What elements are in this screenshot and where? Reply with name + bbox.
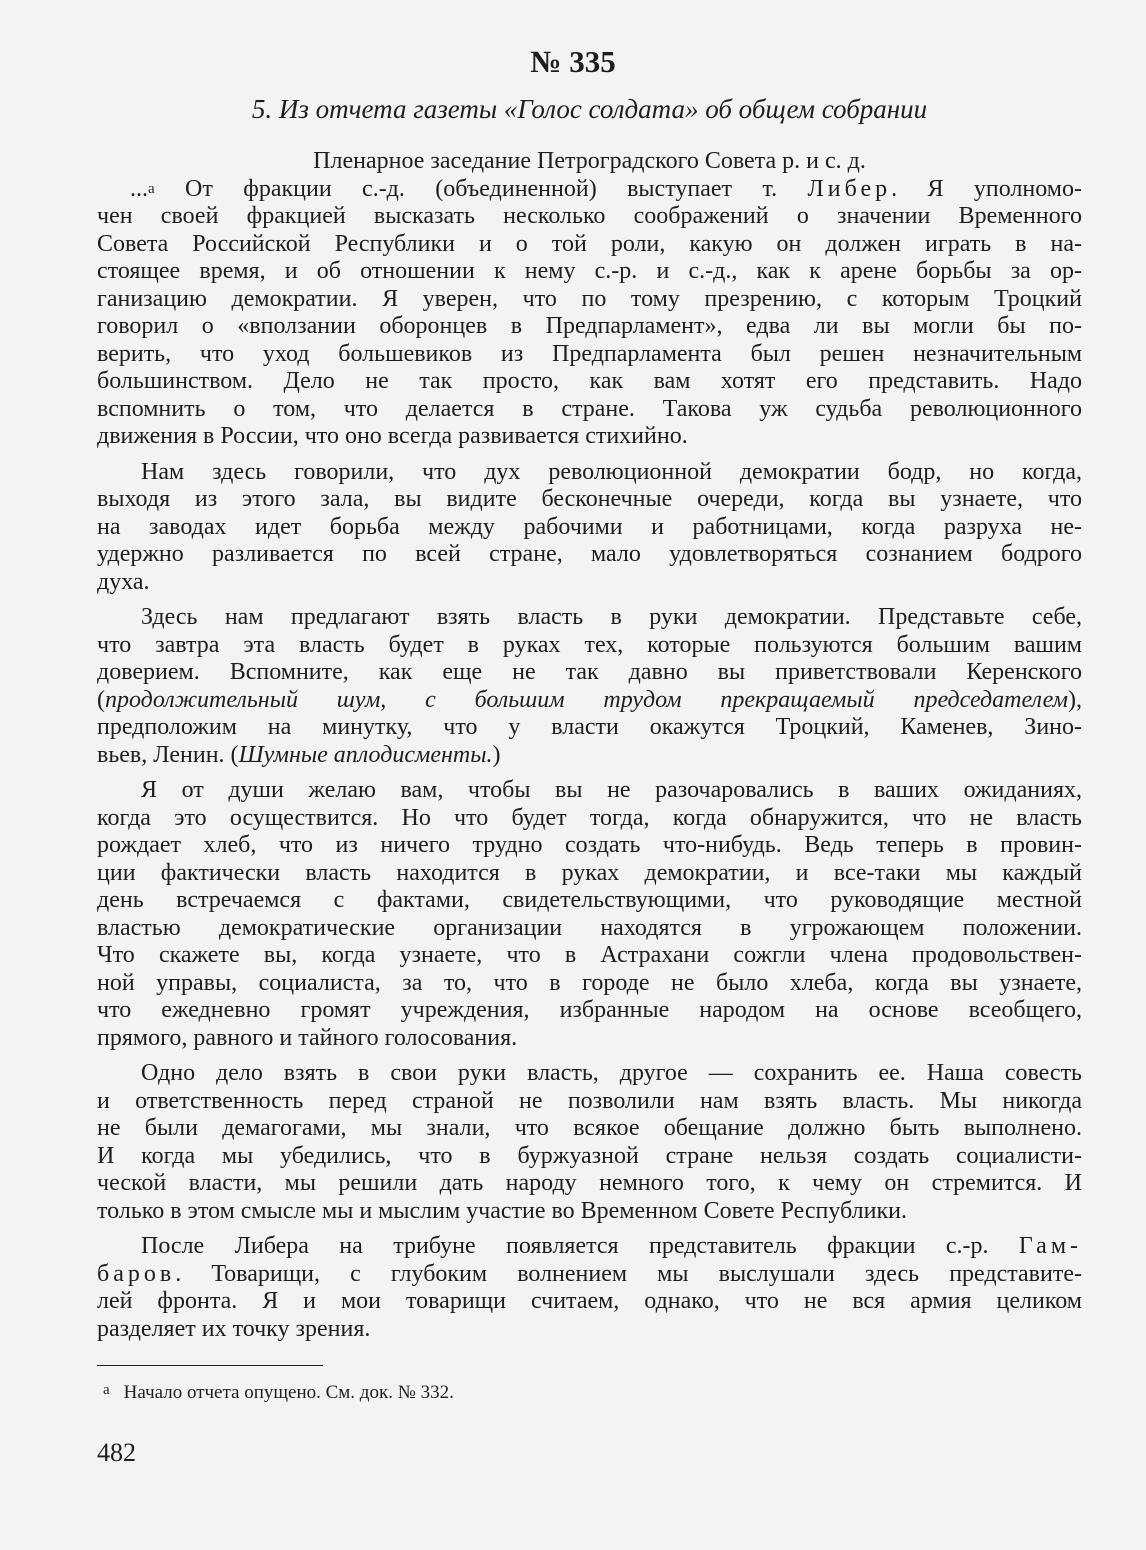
text-segment: . Я уполномо- [891, 175, 1082, 202]
text-line [97, 1143, 1082, 1171]
text-segment: ческой власти, мы решили дать народу немного того, к чему он стремится. И [97, 1170, 1082, 1196]
footnote-divider [97, 1365, 323, 1366]
paragraph [97, 604, 1082, 769]
text-line [97, 942, 1082, 970]
text-segment: и ответственность перед страной не позволили нам взять власть. Мы никогда [97, 1087, 1082, 1114]
paragraph [97, 1060, 1082, 1225]
text-segment: ной управы, социалиста, за то, что в городе не было хлеба, когда вы узнаете, [97, 969, 1082, 996]
text-line [97, 368, 1082, 396]
text-segment: когда это осуществится. Но что будет тогда, когда обнаружится, что не власть [97, 804, 1082, 831]
text-segment: духа. [97, 568, 150, 595]
text-line [97, 742, 1082, 770]
text-line [97, 514, 1082, 542]
text-segment: Я от души желаю вам, чтобы вы не разочаровались в ваших ожиданиях, [141, 777, 1082, 803]
text-segment: не были демагогами, мы знали, что всякое обещание должно быть выполнено. [97, 1115, 1082, 1141]
document-body [97, 148, 1082, 1343]
spaced-name: Гам- [1018, 1233, 1082, 1259]
text-segment: вспомнить о том, что делается в стране. Такова уж судьба революционного [97, 395, 1082, 422]
text-segment: говорил о «вползании оборонцев в Предпарламент», едва ли вы могли бы по- [97, 313, 1082, 339]
text-segment: После Либера на трибуне появляется представитель фракции с.-р. [141, 1233, 1019, 1259]
spaced-name: Либер [807, 175, 892, 202]
text-line [97, 997, 1082, 1025]
text-line [97, 486, 1082, 514]
text-line [97, 970, 1082, 998]
text-segment: рождает хлеб, что из ничего трудно создать что-нибудь. Ведь теперь в провин- [97, 832, 1082, 858]
text-line [97, 258, 1082, 286]
text-segment: вьев, Ленин. ( [97, 741, 239, 768]
text-segment: прямого, равного и тайного голосования. [97, 1024, 518, 1051]
text-line [97, 659, 1082, 687]
text-segment: И когда мы убедились, что в буржуазной стране нельзя создать социалисти- [97, 1142, 1082, 1169]
document-number: № 335 [530, 44, 616, 79]
text-line [97, 1025, 1082, 1053]
text-line [97, 541, 1082, 569]
text-line [97, 1115, 1082, 1143]
text-segment: выходя из этого зала, вы видите бесконечные очереди, когда вы узнаете, что [97, 486, 1082, 512]
text-segment: ... [130, 175, 148, 202]
footnote-mark: а [103, 1382, 110, 1398]
text-line [97, 1261, 1082, 1289]
footnote [97, 1382, 454, 1404]
text-segment: От фракции с.-д. (объединенной) выступает т. [154, 175, 808, 202]
text-line [97, 1170, 1082, 1198]
text-segment: движения в России, что оно всегда развивается стихийно. [97, 423, 688, 449]
footnote-ref: а [148, 180, 155, 197]
text-line [97, 1198, 1082, 1226]
text-line [97, 459, 1082, 487]
text-segment: Здесь нам предлагают взять власть в руки демократии. Представьте себе, [141, 604, 1082, 630]
text-line [97, 1288, 1082, 1316]
text-segment: ( [97, 686, 105, 713]
text-segment: Одно дело взять в свои руки власть, другое — сохранить ее. Наша совесть [141, 1060, 1082, 1086]
text-segment: . Товарищи, с глубоким волнением мы выслушали здесь представите- [175, 1260, 1082, 1287]
text-segment: ганизацию демократии. Я уверен, что по тому презрению, с которым Троцкий [97, 285, 1082, 312]
text-line [97, 313, 1082, 341]
text-segment: ции фактически власть находится в руках демократии, и все-таки мы каждый [97, 859, 1082, 886]
text-line [97, 604, 1082, 632]
text-line [97, 1060, 1082, 1088]
spaced-name: баров [97, 1260, 176, 1287]
text-line [97, 341, 1082, 369]
text-segment: что ежедневно громят учреждения, избранные народом на основе всеобщего, [97, 997, 1082, 1023]
text-segment: только в этом смысле мы и мыслим участие во Временном Совете Республики. [97, 1197, 907, 1224]
text-segment: день встречаемся с фактами, свидетельствующими, что руководящие местной [97, 887, 1082, 913]
text-line [97, 1088, 1082, 1116]
text-segment: предположим на минутку, что у власти окажутся Троцкий, Каменев, Зино- [97, 714, 1082, 740]
text-line [97, 569, 1082, 597]
text-line [97, 805, 1082, 833]
text-line [97, 887, 1082, 915]
paragraph [97, 459, 1082, 597]
italic-remark: Шумные аплодисменты. [238, 741, 493, 768]
italic-remark: продолжительный шум, с большим трудом прекращаемый председателем [105, 686, 1068, 713]
text-line [97, 632, 1082, 660]
text-segment: Совета Российской Республики и о той роли, какую он должен играть в на- [97, 230, 1082, 257]
meeting-subtitle: Пленарное заседание Петроградского Совета р. и с. д. [313, 148, 866, 174]
text-line [97, 1233, 1082, 1261]
text-line [97, 714, 1082, 742]
section-title: 5. Из отчета газеты «Голос солдата» об общем собрании [251, 94, 928, 124]
text-line [97, 687, 1082, 715]
text-line [97, 231, 1082, 259]
text-segment: ) [492, 741, 501, 768]
paragraph [97, 176, 1082, 451]
text-line [97, 396, 1082, 424]
text-line [97, 860, 1082, 888]
page-number: 482 [97, 1438, 136, 1467]
paragraph [97, 1233, 1082, 1343]
text-line [97, 176, 1082, 204]
text-segment: разделяет их точку зрения. [97, 1315, 371, 1342]
text-segment: властью демократические организации находятся в угрожающем положении. [97, 914, 1082, 941]
text-segment: ), [1068, 686, 1082, 713]
footnote-text: Начало отчета опущено. См. док. № 332. [123, 1382, 454, 1403]
text-segment: на заводах идет борьба между рабочими и работницами, когда разруха не- [97, 513, 1082, 540]
text-segment: доверием. Вспомните, как еще не так давно вы приветствовали Керенского [97, 659, 1082, 685]
text-segment: удержно разливается по всей стране, мало удовлетворяться сознанием бодрого [97, 541, 1082, 567]
text-segment: большинством. Дело не так просто, как вам хотят его представить. Надо [97, 368, 1082, 394]
text-line [97, 203, 1082, 231]
paragraph [97, 777, 1082, 1052]
text-line [97, 832, 1082, 860]
text-line [97, 423, 1082, 451]
text-line [97, 1316, 1082, 1344]
text-segment: Нам здесь говорили, что дух революционной демократии бодр, но когда, [141, 458, 1082, 485]
text-segment: Что скажете вы, когда узнаете, что в Астрахани сожгли члена продовольствен- [97, 942, 1082, 968]
text-line [97, 915, 1082, 943]
text-segment: верить, что уход большевиков из Предпарламента был решен незначительным [97, 340, 1082, 367]
text-line [97, 286, 1082, 314]
text-segment: стоящее время, и об отношении к нему с.-р. и с.-д., как к арене борьбы за ор- [97, 258, 1082, 284]
text-segment: чен своей фракцией высказать несколько соображений о значении Временного [97, 203, 1082, 229]
text-line [97, 777, 1082, 805]
text-segment: что завтра эта власть будет в руках тех, которые пользуются большим вашим [97, 631, 1082, 658]
paragraphs [97, 176, 1082, 1344]
text-segment: лей фронта. Я и мои товарищи считаем, однако, что не вся армия целиком [97, 1288, 1082, 1314]
